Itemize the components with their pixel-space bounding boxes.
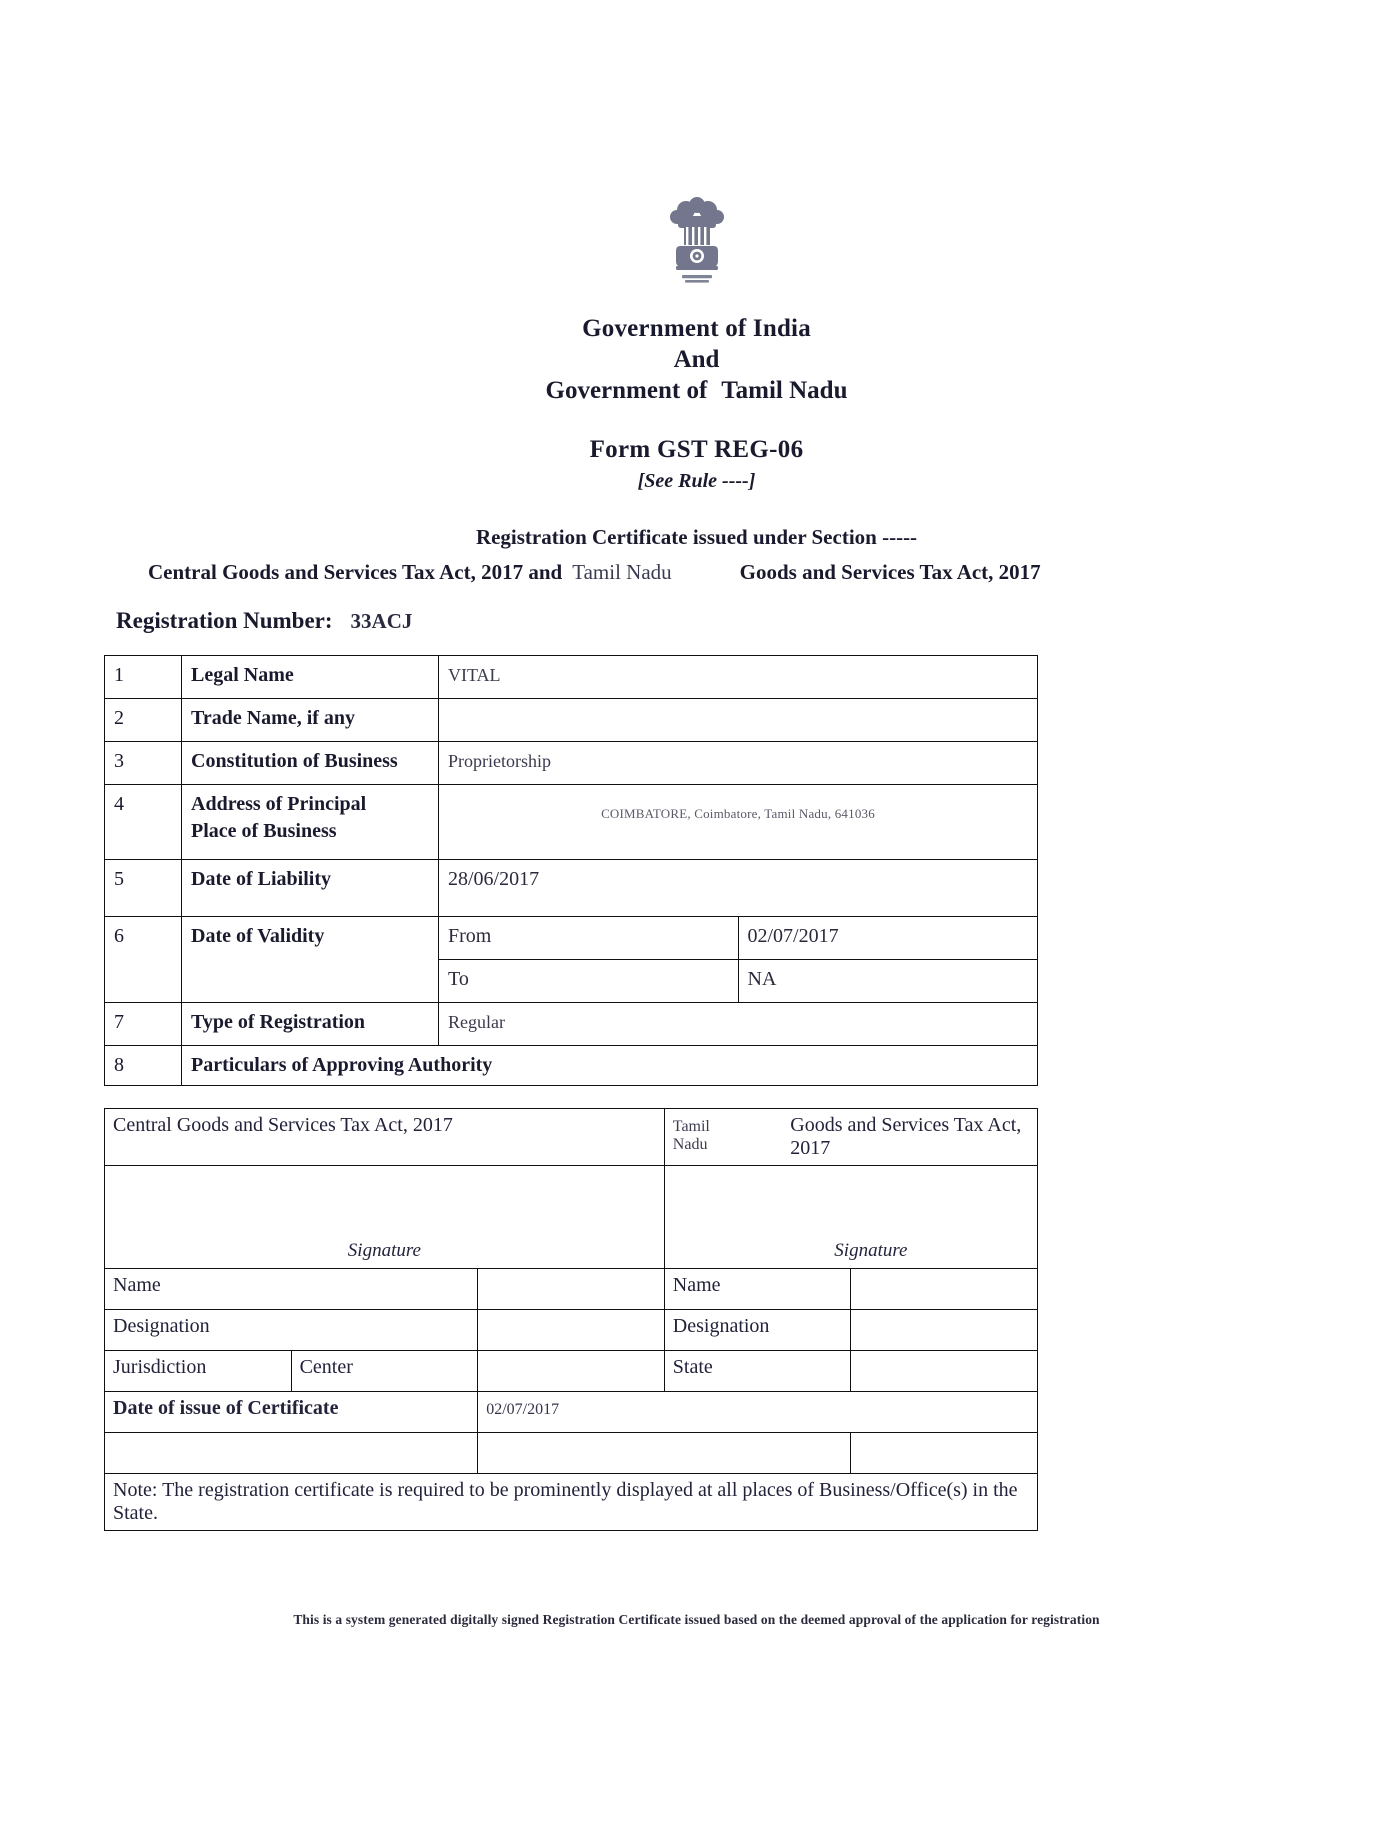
table-row-constitution <box>105 742 1038 785</box>
row-label-trade-name: Trade Name, if any <box>182 699 439 742</box>
validity-from-value: 02/07/2017 <box>738 917 1038 960</box>
empty-cell-left <box>105 1433 478 1474</box>
row-label-address <box>182 785 439 860</box>
row-sno: 4 <box>105 785 182 860</box>
table-row-trade-name <box>105 699 1038 742</box>
table-row-legal-name <box>105 656 1038 699</box>
type-registration-text: Regular <box>448 1012 505 1032</box>
state-name-inline: Tamil Nadu <box>572 560 672 584</box>
authority-state-name: Tamil Nadu <box>672 1118 710 1153</box>
emblem-container <box>0 196 1393 288</box>
name-value-left[interactable] <box>478 1269 665 1310</box>
central-act-text: Central Goods and Services Tax Act, 2017 and <box>148 560 563 584</box>
row-value-address <box>439 785 1038 860</box>
row-label-approving-authority: Particulars of Approving Authority <box>182 1046 1038 1086</box>
row-label-legal-name: Legal Name <box>182 656 439 699</box>
designation-value-right[interactable] <box>851 1310 1038 1351</box>
certificate-issued-line: Registration Certificate issued under Section ----- <box>475 525 918 549</box>
jurisdiction-label: Jurisdiction <box>105 1351 292 1392</box>
row-sno: 6 <box>105 917 182 1003</box>
signature-label-left: Signature <box>347 1240 421 1261</box>
table-row-date-liability <box>105 860 1038 917</box>
center-label: Center <box>291 1351 478 1392</box>
designation-value-left[interactable] <box>478 1310 665 1351</box>
empty-cell-right <box>851 1433 1038 1474</box>
row-value-constitution <box>439 742 1038 785</box>
table-row-approving-authority <box>105 1046 1038 1086</box>
address-label-line1: Address of Principal <box>191 793 367 815</box>
name-value-right[interactable] <box>851 1269 1038 1310</box>
constitution-text: Proprietorship <box>448 751 551 771</box>
row-label-date-validity: Date of Validity <box>182 917 439 1003</box>
row-sno: 1 <box>105 656 182 699</box>
address-text: COIMBATORE, Coimbatore, Tamil Nadu, 641036 <box>601 806 875 821</box>
table-row-address <box>105 785 1038 860</box>
signature-cell-central <box>105 1166 665 1269</box>
address-label-line2: Place of Business <box>191 820 337 842</box>
state-value[interactable] <box>851 1351 1038 1392</box>
trade-name-blank <box>448 705 1028 723</box>
empty-cell-middle <box>478 1433 851 1474</box>
row-sno: 3 <box>105 742 182 785</box>
state-act-text: Goods and Services Tax Act, 2017 <box>739 560 1041 584</box>
state-label: State <box>664 1351 851 1392</box>
government-of-state-heading <box>0 377 1393 405</box>
row-sno: 2 <box>105 699 182 742</box>
acts-line <box>0 560 1393 585</box>
authority-state-act: Goods and Services Tax Act, 2017 <box>790 1114 1022 1159</box>
jurisdiction-row <box>105 1351 1038 1392</box>
state-act-heading-cell <box>664 1109 1037 1166</box>
state-name-heading: Tamil Nadu <box>721 377 848 404</box>
row-sno: 5 <box>105 860 182 917</box>
registration-number-value: 33ACJ <box>350 609 413 633</box>
empty-row <box>105 1433 1038 1474</box>
issue-date-label: Date of issue of Certificate <box>105 1392 478 1433</box>
row-sno: 8 <box>105 1046 182 1086</box>
validity-from-label: From <box>439 917 739 960</box>
designation-label-right: Designation <box>664 1310 851 1351</box>
central-act-heading: Central Goods and Services Tax Act, 2017 <box>105 1109 665 1166</box>
footer-disclaimer: This is a system generated digitally signed Registration Certificate issued based on the deemed approval of the application for registration <box>293 1612 1100 1627</box>
designation-row <box>105 1310 1038 1351</box>
issue-date-row <box>105 1392 1038 1433</box>
row-value-type-registration <box>439 1003 1038 1046</box>
signature-cell-state <box>664 1166 1037 1269</box>
signature-label-right: Signature <box>834 1240 908 1261</box>
row-value-trade-name <box>439 699 1038 742</box>
validity-to-value: NA <box>738 960 1038 1003</box>
issue-date-value-cell <box>478 1392 1038 1433</box>
issue-date-value: 02/07/2017 <box>486 1401 560 1418</box>
government-of-label: Government of <box>545 377 708 404</box>
note-row <box>105 1474 1038 1531</box>
table-row-type-registration <box>105 1003 1038 1046</box>
registration-number-label: Registration Number: <box>116 608 333 633</box>
rule-reference: [See Rule ----] <box>637 470 756 492</box>
row-value-legal-name <box>439 656 1038 699</box>
row-value-date-liability: 28/06/2017 <box>439 860 1038 917</box>
legal-name-text: VITAL <box>448 665 501 685</box>
registration-number <box>116 608 412 634</box>
name-label-right: Name <box>664 1269 851 1310</box>
center-value[interactable] <box>478 1351 665 1392</box>
certificate-details-table <box>104 655 1038 1086</box>
india-state-emblem-icon <box>666 196 728 288</box>
government-of-india-heading: Government of India <box>582 315 811 342</box>
authority-heading-row <box>105 1109 1038 1166</box>
table-row-validity-from <box>105 917 1038 960</box>
approving-authority-table <box>104 1108 1038 1531</box>
name-label-left: Name <box>105 1269 478 1310</box>
row-label-date-liability: Date of Liability <box>182 860 439 917</box>
row-label-type-registration: Type of Registration <box>182 1003 439 1046</box>
row-label-constitution: Constitution of Business <box>182 742 439 785</box>
form-title: Form GST REG-06 <box>589 436 804 463</box>
validity-to-label: To <box>439 960 739 1003</box>
and-conjunction: And <box>673 346 720 373</box>
row-sno: 7 <box>105 1003 182 1046</box>
name-row <box>105 1269 1038 1310</box>
signature-row <box>105 1166 1038 1269</box>
designation-label-left: Designation <box>105 1310 478 1351</box>
note-text: Note: The registration certificate is required to be prominently displayed at all places of Business/Office(s) in the State. <box>105 1474 1038 1531</box>
